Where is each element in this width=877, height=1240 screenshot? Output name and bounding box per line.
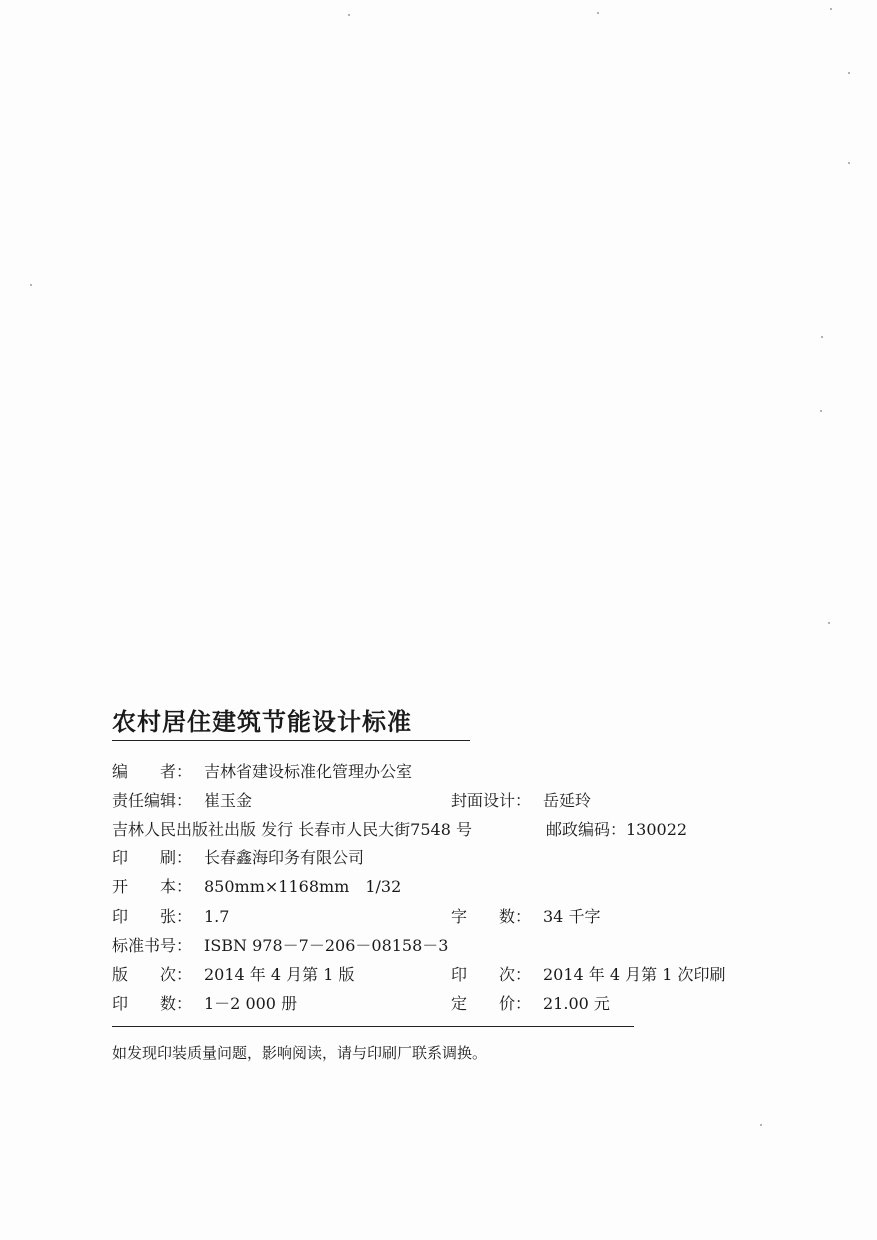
scan-speck [848,72,850,74]
printer-value: 长春鑫海印务有限公司 [204,848,365,867]
title-rule [112,740,470,741]
format-value: 850mm×1168mm 1/32 [204,877,402,896]
printing-value: 2014 年 4 月第 1 次印刷 [543,965,726,984]
responsible-editor-value: 崔玉金 [204,791,253,810]
word-count-value: 34 千字 [543,907,601,926]
bottom-rule [112,1026,634,1027]
print-run-value: 1－2 000 册 [204,994,298,1013]
isbn-value: ISBN 978－7－206－08158－3 [204,936,449,955]
price-value: 21.00 元 [543,994,610,1013]
book-title: 农村居住建筑节能设计标准 [112,708,412,736]
scan-speck [848,162,850,164]
print-run-label: 印 数： [112,994,193,1013]
word-count-label: 字 数： [451,907,532,926]
printer-label: 印 刷： [112,848,193,867]
scan-speck [830,8,832,10]
editor-label: 编 者： [112,762,193,781]
publisher-info: 吉林人民出版社出版 发行 长春市人民大街7548 号 [112,820,472,839]
postal-code: 邮政编码：130022 [546,820,688,839]
cover-design-label: 封面设计： [451,791,532,810]
scan-speck [820,410,822,412]
printing-label: 印 次： [451,965,532,984]
sheets-value: 1.7 [204,907,230,926]
edition-value: 2014 年 4 月第 1 版 [204,965,355,984]
scan-speck [30,284,32,286]
isbn-label: 标准书号： [112,936,193,955]
edition-label: 版 次： [112,965,193,984]
format-label: 开 本： [112,877,193,896]
scan-speck [597,12,599,14]
responsible-editor-label: 责任编辑： [112,791,193,810]
scan-speck [828,622,830,624]
sheets-label: 印 张： [112,907,193,926]
price-label: 定 价： [451,994,532,1013]
editor-value: 吉林省建设标准化管理办公室 [204,762,413,781]
scan-speck [821,336,823,338]
scan-speck [348,14,350,16]
cover-design-value: 岳延玲 [543,791,592,810]
quality-notice: 如发现印装质量问题，影响阅读，请与印刷厂联系调换。 [112,1044,488,1062]
scan-speck [760,1124,762,1126]
